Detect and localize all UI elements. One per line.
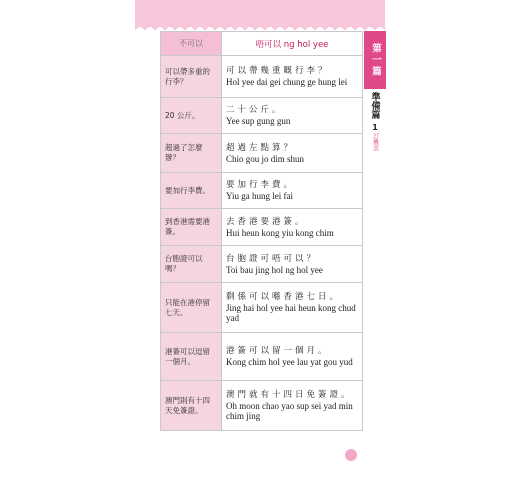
mandarin-cell: 20 公斤。 (161, 98, 222, 134)
table-row (161, 134, 363, 173)
mandarin-cell: 可以帶多重的行李？ (161, 56, 222, 98)
cantonese-chars: 台胞證可唔可以？ (226, 253, 319, 264)
mandarin-cell: 台胞證可以嗎？ (161, 246, 222, 283)
cantonese-romanization: Yee sup gung gun (226, 116, 291, 126)
table-header-row (161, 32, 363, 56)
wave-border (135, 23, 385, 30)
cantonese-romanization: Hol yee dai gei chung ge hung lei (226, 77, 348, 87)
page-number-badge (345, 449, 357, 461)
table-row (161, 283, 363, 333)
subsection-number: 1 (372, 123, 378, 132)
cantonese-romanization: Chio gou jo dim shun (226, 153, 305, 164)
cantonese-chars: 澳門就有十四日免簽證。 (226, 390, 353, 400)
cantonese-chars: 要加行李費。 (226, 180, 296, 190)
cantonese-romanization: Yiu ga hung lei fai (226, 191, 293, 201)
mandarin-cell: 到香港需要港簽。 (161, 209, 222, 246)
table-row (161, 333, 363, 381)
cantonese-cell (222, 209, 363, 246)
cantonese-chars: 去香港要港簽。 (226, 216, 307, 227)
mandarin-cell: 只能在港停留七天。 (161, 283, 222, 333)
top-decorative-band (135, 0, 385, 30)
cantonese-cell (222, 134, 363, 173)
mandarin-cell: 要加行李費。 (161, 173, 222, 209)
header-cantonese: 唔可以 ng hol yee (222, 32, 363, 56)
table-row (161, 246, 363, 283)
mandarin-cell: 澳門則有十四天免簽證。 (161, 381, 222, 431)
cantonese-cell (222, 333, 363, 381)
cantonese-cell (222, 283, 363, 333)
chapter-tab[interactable]: 第一篇 (364, 31, 386, 89)
cantonese-romanization: Hui heun kong yiu kong chim (226, 227, 334, 238)
cantonese-chars: 剩係可以喺香港七日。 (226, 292, 342, 302)
subsection-label (364, 121, 386, 161)
cantonese-chars: 港簽可以留一個月。 (226, 346, 330, 356)
table-row (161, 56, 363, 98)
cantonese-romanization: Toi bau jing hol ng hol yee (226, 264, 323, 275)
cantonese-chars: 二十公斤。 (226, 105, 284, 115)
cantonese-chars: 超過左點算？ (226, 142, 296, 153)
cantonese-cell (222, 98, 363, 134)
cantonese-cell (222, 246, 363, 283)
header-mandarin: 不可以 (161, 32, 222, 56)
cantonese-chars: 可以帶幾重嘅行李？ (226, 66, 330, 76)
cantonese-romanization: Jing hai hol yee hai heun kong chud yad (226, 303, 356, 323)
subsection-text: 訂機票 (371, 133, 379, 151)
cantonese-romanization: Oh moon chao yao sup sei yad min chim jing (226, 401, 353, 421)
cantonese-cell (222, 56, 363, 98)
cantonese-cell (222, 173, 363, 209)
cantonese-romanization: Kong chim hol yee lau yat gou yud (226, 357, 353, 367)
phrase-table (160, 31, 363, 431)
mandarin-cell: 超過了怎麼辦？ (161, 134, 222, 173)
table-row (161, 209, 363, 246)
mandarin-cell: 港簽可以逗留一個月。 (161, 333, 222, 381)
cantonese-cell (222, 381, 363, 431)
table-row (161, 98, 363, 134)
section-title: 準備篇 (364, 90, 386, 120)
table-row (161, 381, 363, 431)
table-row (161, 173, 363, 209)
